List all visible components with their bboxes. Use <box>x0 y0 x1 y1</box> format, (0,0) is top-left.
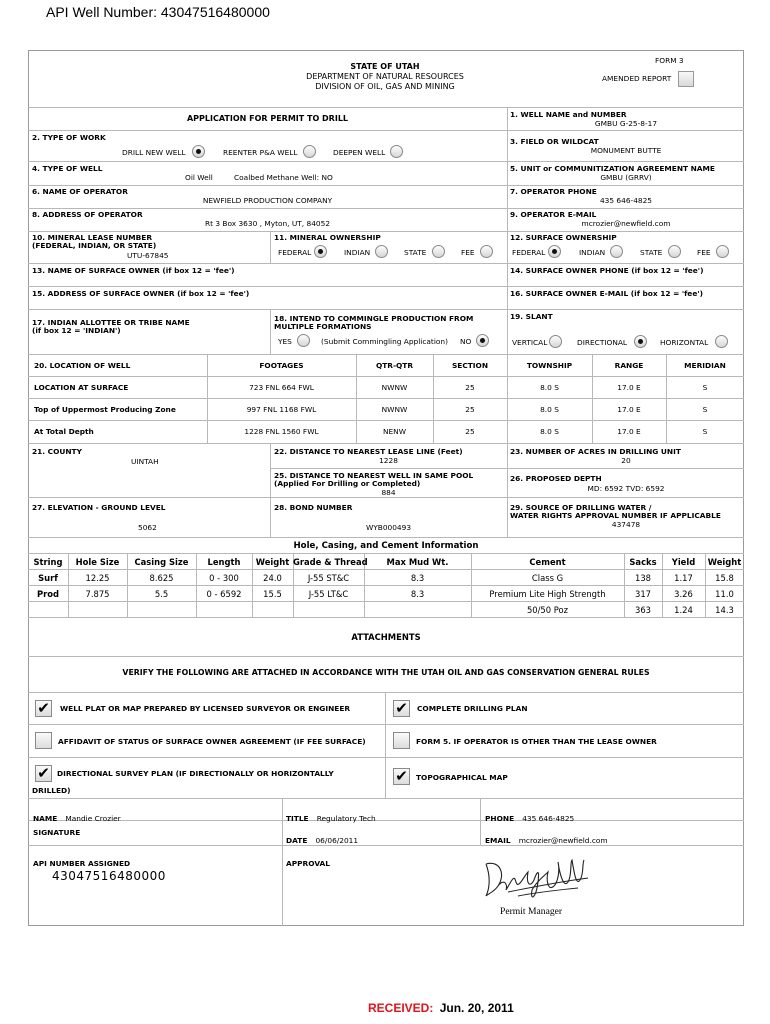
phone-label: PHONE <box>485 814 515 823</box>
attachments-verify-text: VERIFY THE FOLLOWING ARE ATTACHED IN ACCORDANCE WITH THE UTAH OIL AND GAS CONSERVATION GENERAL RULES <box>122 668 650 677</box>
casing-cell: 3.26 <box>674 589 693 599</box>
casing-header-cell: Sacks <box>629 557 657 567</box>
casing-header-cell: Cement <box>529 557 566 567</box>
acres-label: 23. NUMBER OF ACRES IN DRILLING UNIT <box>510 447 681 456</box>
surface-federal-label: FEDERAL <box>512 248 546 257</box>
water-source-label: 29. SOURCE OF DRILLING WATER / <box>510 503 652 512</box>
amended-report-label: AMENDED REPORT <box>602 74 672 83</box>
mineral-fee-label: FEE <box>461 248 475 257</box>
title-label: TITLE <box>286 814 309 823</box>
location-header-cell: SECTION <box>451 361 489 370</box>
slant-directional-radio[interactable] <box>634 335 647 348</box>
mineral-federal-radio[interactable] <box>314 245 327 258</box>
well-plat-label: WELL PLAT OR MAP PREPARED BY LICENSED SURVEYOR OR ENGINEER <box>60 704 351 713</box>
check-mark-icon: ✔ <box>37 764 50 782</box>
surface-ownership-label: 12. SURFACE OWNERSHIP <box>510 233 617 242</box>
surface-federal-radio[interactable] <box>548 245 561 258</box>
slant-label: 19. SLANT <box>510 312 553 321</box>
casing-cell: 12.25 <box>85 573 110 583</box>
signer-phone-field <box>485 806 574 825</box>
email-value: mcrozier@newfield.com <box>518 836 608 845</box>
location-cell: S <box>702 427 708 436</box>
operator-address-label: 8. ADDRESS OF OPERATOR <box>32 210 143 219</box>
location-header-cell: FOOTAGES <box>259 361 304 370</box>
casing-table-title: Hole, Casing, and Cement Information <box>293 541 479 551</box>
commingle-sublabel: MULTIPLE FORMATIONS <box>274 322 372 331</box>
location-cell: 25 <box>465 405 475 414</box>
casing-cell: 1.17 <box>674 573 693 583</box>
type-of-well-label: 4. TYPE OF WELL <box>32 164 103 173</box>
casing-header-cell: Length <box>207 557 241 567</box>
mineral-lease-value: UTU-67845 <box>127 251 169 260</box>
location-cell: NWNW <box>381 405 408 414</box>
acres-value: 20 <box>621 456 631 465</box>
operator-name-label: 6. NAME OF OPERATOR <box>32 187 128 196</box>
surface-fee-label: FEE <box>697 248 711 257</box>
amended-report-checkbox[interactable] <box>678 71 694 87</box>
casing-cell: Surf <box>38 573 58 583</box>
operator-email-label: 9. OPERATOR E-MAIL <box>510 210 597 219</box>
affidavit-label: AFFIDAVIT OF STATUS OF SURFACE OWNER AGREEMENT (IF FEE SURFACE) <box>58 737 366 746</box>
operator-address-value: Rt 3 Box 3630 , Myton, UT, 84052 <box>204 219 331 228</box>
casing-cell: 138 <box>635 573 651 583</box>
mineral-ownership-label: 11. MINERAL OWNERSHIP <box>274 233 381 242</box>
water-source-value: 437478 <box>611 520 641 529</box>
operator-phone-label: 7. OPERATOR PHONE <box>510 187 597 196</box>
casing-cell: 317 <box>635 589 651 599</box>
commingle-no-radio[interactable] <box>476 334 489 347</box>
surface-indian-radio[interactable] <box>610 245 623 258</box>
surface-owner-email-label: 16. SURFACE OWNER E-MAIL (if box 12 = 'fee') <box>510 289 703 298</box>
field-wildcat-value: MONUMENT BUTTE <box>590 146 662 155</box>
approval-signature-image <box>478 852 598 907</box>
casing-cell: 8.3 <box>410 589 425 599</box>
casing-header-cell: Weight <box>255 557 290 567</box>
casing-cell: 14.3 <box>715 605 734 615</box>
surface-indian-label: INDIAN <box>579 248 606 257</box>
signed-date-field <box>286 828 358 847</box>
surface-owner-address-label: 15. ADDRESS OF SURFACE OWNER (if box 12 = 'fee') <box>32 289 250 298</box>
reenter-well-label: REENTER P&A WELL <box>223 148 298 157</box>
elevation-label: 27. ELEVATION - GROUND LEVEL <box>32 503 166 512</box>
casing-header-cell: String <box>33 557 63 567</box>
mineral-lease-sublabel: (FEDERAL, INDIAN, OR STATE) <box>32 241 157 250</box>
indian-allottee-sublabel: (if box 12 = 'INDIAN') <box>32 326 121 335</box>
drilling-plan-label: COMPLETE DRILLING PLAN <box>417 704 528 713</box>
location-cell: 723 FNL 664 FWL <box>249 383 314 392</box>
location-cell: S <box>702 405 708 414</box>
slant-horizontal-radio[interactable] <box>715 335 728 348</box>
date-value: 06/06/2011 <box>315 836 359 845</box>
approval-label: APPROVAL <box>286 859 330 868</box>
casing-cell: Class G <box>531 573 564 583</box>
surface-owner-phone-label: 14. SURFACE OWNER PHONE (if box 12 = 'fee') <box>510 266 704 275</box>
casing-cell: 0 - 6592 <box>206 589 242 599</box>
bond-number-label: 28. BOND NUMBER <box>274 503 353 512</box>
drilling-plan-checkbox[interactable] <box>393 700 410 717</box>
location-header-cell: 20. LOCATION OF WELL <box>34 361 131 370</box>
lease-line-distance-value: 1228 <box>379 456 398 465</box>
surface-state-radio[interactable] <box>668 245 681 258</box>
commingle-label: 18. INTEND TO COMMINGLE PRODUCTION FROM <box>274 314 474 323</box>
casing-cell: 7.875 <box>85 589 110 599</box>
name-label: NAME <box>33 814 58 823</box>
bond-number-value: WYB000493 <box>365 523 412 532</box>
proposed-depth-value: MD: 6592 TVD: 6592 <box>587 484 665 493</box>
casing-header-cell: Casing Size <box>134 557 189 567</box>
location-cell: 8.0 S <box>540 405 559 414</box>
county-label: 21. COUNTY <box>32 447 82 456</box>
location-header-cell: QTR-QTR <box>375 361 414 370</box>
well-name-value: GMBU G-25-8-17 <box>594 119 658 128</box>
casing-cell: 15.8 <box>715 573 734 583</box>
casing-cell: 15.5 <box>263 589 282 599</box>
unit-agreement-label: 5. UNIT or COMMUNITIZATION AGREEMENT NAME <box>510 164 715 173</box>
signature-label: SIGNATURE <box>33 828 81 837</box>
mineral-state-label: STATE <box>404 248 427 257</box>
location-cell: 25 <box>465 383 475 392</box>
unit-agreement-value: GMBU (GRRV) <box>600 173 652 182</box>
casing-cell: 363 <box>635 605 651 615</box>
commingle-yes-label: YES <box>278 337 292 346</box>
email-label: EMAIL <box>485 836 511 845</box>
casing-cell: J-55 LT&C <box>308 589 349 599</box>
signer-email-field <box>485 828 608 847</box>
mineral-state-radio[interactable] <box>432 245 445 258</box>
slant-vertical-radio[interactable] <box>549 335 562 348</box>
location-cell: S <box>702 383 708 392</box>
well-plat-checkbox[interactable] <box>35 700 52 717</box>
location-cell: 17.0 E <box>617 405 641 414</box>
directional-survey-checkbox[interactable] <box>35 765 52 782</box>
casing-cell: Premium Lite High Strength <box>489 589 606 599</box>
casing-cell: 1.24 <box>674 605 693 615</box>
surface-fee-radio[interactable] <box>716 245 729 258</box>
permit-manager-label: Permit Manager <box>500 906 563 917</box>
casing-cell: 8.3 <box>410 573 425 583</box>
directional-survey-label: DIRECTIONAL SURVEY PLAN (IF DIRECTIONALLY OR HORIZONTALLY <box>57 769 334 778</box>
casing-cell: J-55 ST&C <box>307 573 350 583</box>
received-stamp <box>368 1001 514 1015</box>
phone-value: 435 646-4825 <box>522 814 575 823</box>
slant-horizontal-label: HORIZONTAL <box>660 338 709 347</box>
location-header-cell: TOWNSHIP <box>526 361 573 370</box>
casing-cell: Prod <box>36 589 60 599</box>
coalbed-methane-value: Coalbed Methane Well: NO <box>234 173 333 182</box>
operator-phone-value: 435 646-4825 <box>599 196 653 205</box>
reenter-well-radio[interactable] <box>303 145 316 158</box>
location-row-label: At Total Depth <box>34 427 94 436</box>
signer-name-field <box>33 806 121 825</box>
form5-checkbox[interactable] <box>393 732 410 749</box>
commingle-no-label: NO <box>460 337 472 346</box>
check-mark-icon: ✔ <box>395 767 408 785</box>
casing-header-cell: Grade & Thread <box>293 557 368 567</box>
slant-directional-label: DIRECTIONAL <box>577 338 628 347</box>
casing-header-cell: Yield <box>671 557 696 567</box>
drill-new-well-radio[interactable] <box>192 145 205 158</box>
mineral-fee-radio[interactable] <box>480 245 493 258</box>
state-heading: STATE OF UTAH <box>350 62 420 71</box>
location-header-cell: MERIDIAN <box>684 361 726 370</box>
location-row-label: Top of Uppermost Producing Zone <box>34 405 176 414</box>
location-cell: 997 FNL 1168 FWL <box>246 405 317 414</box>
casing-header-cell: Hole Size <box>75 557 120 567</box>
casing-header-cell: Max Mud Wt. <box>386 557 449 567</box>
form5-label: FORM 5. IF OPERATOR IS OTHER THAN THE LEASE OWNER <box>416 737 657 746</box>
api-assigned-value: 43047516480000 <box>52 869 166 883</box>
location-cell: 17.0 E <box>617 383 641 392</box>
casing-cell: 11.0 <box>715 589 734 599</box>
check-mark-icon: ✔ <box>395 699 408 717</box>
mineral-indian-label: INDIAN <box>344 248 371 257</box>
api-assigned-label: API NUMBER ASSIGNED <box>33 859 131 868</box>
county-value: UINTAH <box>131 457 159 466</box>
casing-cell: 50/50 Poz <box>526 605 569 615</box>
field-wildcat-label: 3. FIELD OR WILDCAT <box>510 137 599 146</box>
location-cell: 8.0 S <box>540 427 559 436</box>
attachments-heading: ATTACHMENTS <box>351 632 421 642</box>
surface-owner-name-label: 13. NAME OF SURFACE OWNER (if box 12 = 'fee') <box>32 266 235 275</box>
drill-new-well-label: DRILL NEW WELL <box>122 148 186 157</box>
received-label: RECEIVED: <box>368 1001 434 1015</box>
casing-header-cell: Weight <box>707 557 742 567</box>
casing-cell: 8.625 <box>149 573 174 583</box>
well-name-label: 1. WELL NAME and NUMBER <box>510 110 627 119</box>
deepen-well-label: DEEPEN WELL <box>333 148 386 157</box>
operator-name-value: NEWFIELD PRODUCTION COMPANY <box>202 196 333 205</box>
name-value: Mandie Crozier <box>65 814 121 823</box>
casing-cell: 24.0 <box>263 573 282 583</box>
location-cell: 25 <box>465 427 475 436</box>
operator-email-value: mcrozier@newfield.com <box>581 219 671 228</box>
location-header-cell: RANGE <box>614 361 644 370</box>
nearest-well-label: 25. DISTANCE TO NEAREST WELL IN SAME POOL <box>274 471 474 480</box>
date-label: DATE <box>286 836 308 845</box>
location-cell: 17.0 E <box>617 427 641 436</box>
mineral-indian-radio[interactable] <box>375 245 388 258</box>
water-rights-label: WATER RIGHTS APPROVAL NUMBER IF APPLICABLE <box>510 511 721 520</box>
casing-cell: 5.5 <box>154 589 169 599</box>
check-mark-icon: ✔ <box>37 699 50 717</box>
affidavit-checkbox[interactable] <box>35 732 52 749</box>
elevation-value: 5062 <box>138 523 157 532</box>
department-heading: DEPARTMENT OF NATURAL RESOURCES <box>306 72 464 81</box>
division-heading: DIVISION OF OIL, GAS AND MINING <box>315 82 455 91</box>
form-title: APPLICATION FOR PERMIT TO DRILL <box>186 114 349 123</box>
location-cell: NENW <box>382 427 407 436</box>
type-of-work-label: 2. TYPE OF WORK <box>32 133 106 142</box>
form-number: FORM 3 <box>655 56 684 65</box>
topo-map-label: TOPOGRAPHICAL MAP <box>416 773 508 782</box>
lease-line-distance-label: 22. DISTANCE TO NEAREST LEASE LINE (Feet) <box>274 447 463 456</box>
mineral-federal-label: FEDERAL <box>278 248 312 257</box>
deepen-well-radio[interactable] <box>390 145 403 158</box>
location-cell: NWNW <box>381 383 408 392</box>
proposed-depth-label: 26. PROPOSED DEPTH <box>510 474 602 483</box>
type-of-well-value: Oil Well <box>185 173 213 182</box>
topo-map-checkbox[interactable] <box>393 768 410 785</box>
slant-vertical-label: VERTICAL <box>512 338 548 347</box>
api-well-number-banner: API Well Number: 43047516480000 <box>46 4 270 20</box>
mineral-lease-label: 10. MINERAL LEASE NUMBER <box>32 233 153 242</box>
casing-cell: 0 - 300 <box>209 573 239 583</box>
indian-allottee-label: 17. INDIAN ALLOTTEE OR TRIBE NAME <box>32 318 190 327</box>
directional-survey-label-cont: DRILLED) <box>32 786 71 795</box>
commingle-note: (Submit Commingling Application) <box>321 337 448 346</box>
signer-title-field <box>286 806 376 825</box>
surface-state-label: STATE <box>640 248 663 257</box>
location-cell: 1228 FNL 1560 FWL <box>244 427 319 436</box>
commingle-yes-radio[interactable] <box>297 334 310 347</box>
title-value: Regulatory Tech <box>316 814 376 823</box>
nearest-well-value: 884 <box>381 488 396 497</box>
nearest-well-sublabel: (Applied For Drilling or Completed) <box>274 479 421 488</box>
received-date: Jun. 20, 2011 <box>439 1001 514 1015</box>
location-cell: 8.0 S <box>540 383 559 392</box>
location-row-label: LOCATION AT SURFACE <box>34 383 129 392</box>
